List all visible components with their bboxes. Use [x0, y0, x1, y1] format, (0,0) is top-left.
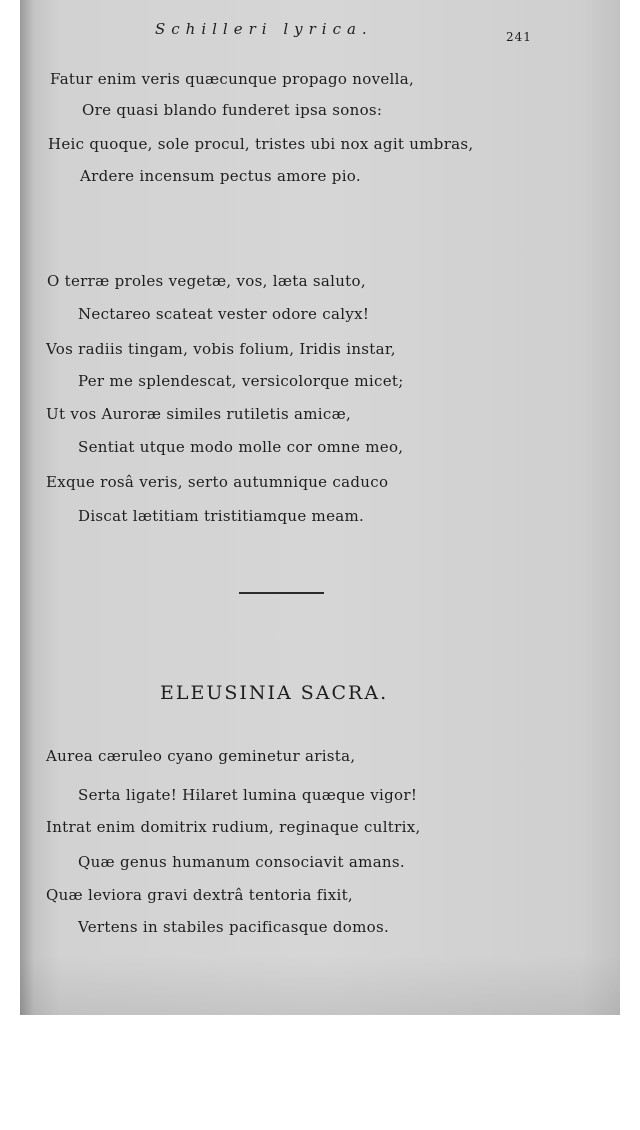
book-page [20, 0, 620, 1015]
section-title: ELEUSINIA SACRA. [160, 682, 389, 704]
verse-line: Heic quoque, sole procul, tristes ubi nox agit umbras, [48, 135, 474, 153]
verse-line: Exque rosâ veris, serto autumnique caduco [46, 473, 389, 491]
verse-line: Vos radiis tingam, vobis folium, Iridis instar, [46, 340, 396, 358]
running-head: Schilleri lyrica. [155, 20, 373, 38]
page-number: 241 [506, 30, 532, 44]
verse-line: Nectareo scateat vester odore calyx! [78, 305, 370, 323]
section-divider [239, 592, 324, 594]
verse-line: Per me splendescat, versicolorque micet; [78, 372, 404, 390]
verse-line: Vertens in stabiles pacificasque domos. [78, 918, 390, 936]
verse-line: Ut vos Auroræ similes rutiletis amicæ, [46, 405, 352, 423]
verse-line: Ardere incensum pectus amore pio. [80, 167, 361, 185]
verse-line: Serta ligate! Hilaret lumina quæque vigor! [78, 786, 418, 804]
verse-line: Aurea cæruleo cyano geminetur arista, [46, 747, 356, 765]
verse-line: Ore quasi blando funderet ipsa sonos: [82, 101, 383, 119]
verse-line: Fatur enim veris quæcunque propago novella, [50, 70, 415, 88]
verse-line: O terræ proles vegetæ, vos, læta saluto, [47, 272, 366, 290]
verse-line: Sentiat utque modo molle cor omne meo, [78, 438, 404, 456]
verse-line: Intrat enim domitrix rudium, reginaque cultrix, [46, 818, 421, 836]
verse-line: Quæ leviora gravi dextrâ tentoria fixit, [46, 886, 353, 904]
verse-line: Discat lætitiam tristitiamque meam. [78, 507, 365, 525]
verse-line: Quæ genus humanum consociavit amans. [78, 853, 405, 871]
